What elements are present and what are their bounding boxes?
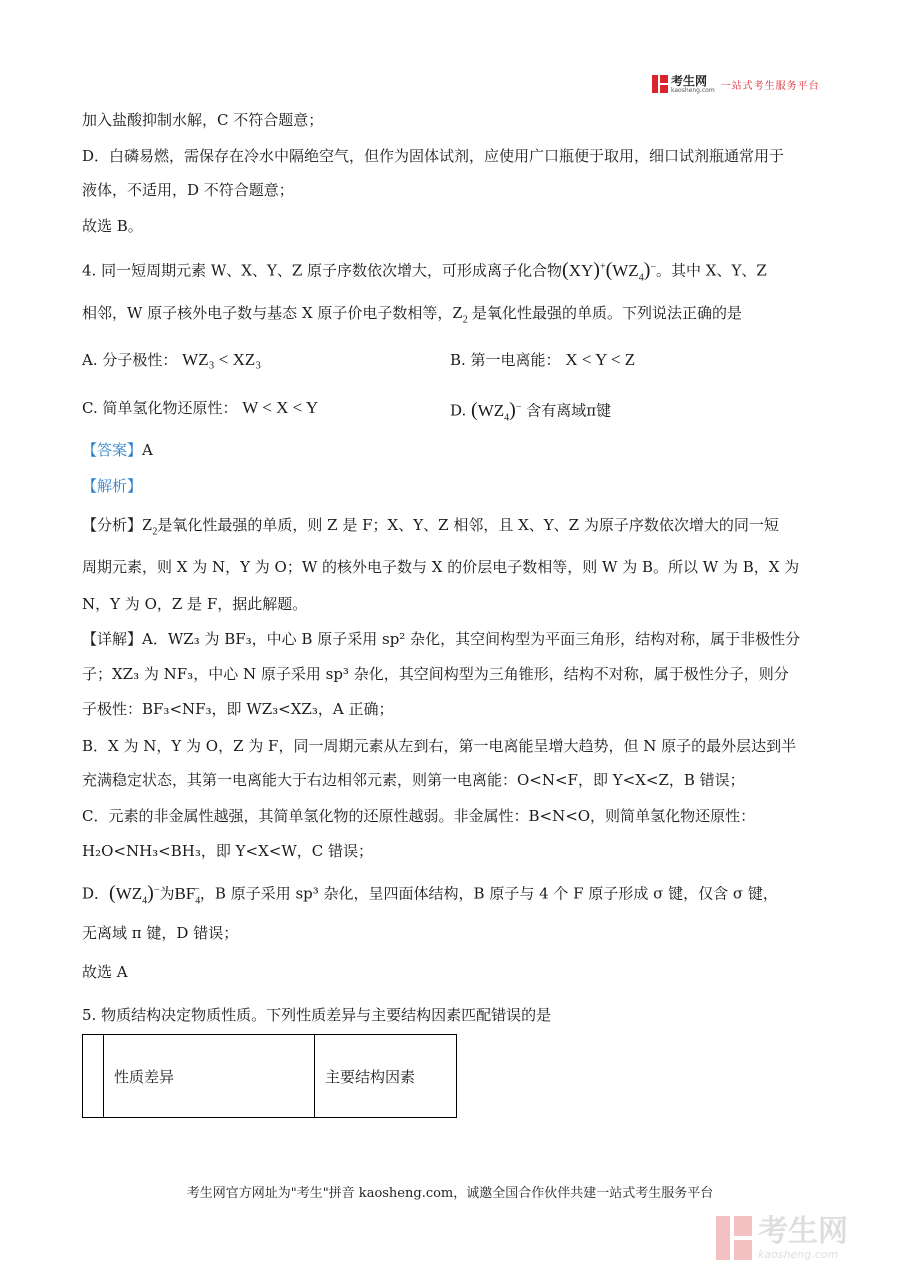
q4-option-a-label: A. 分子极性： bbox=[82, 351, 178, 369]
q4-stem-line2: 相邻，W 原子核外电子数与基态 X 原子价电子数相等，$Z_2$ 是氧化性最强的单质。下列说法正确的是 bbox=[82, 303, 743, 326]
q4-option-b-formula: X < Y < Z bbox=[565, 350, 636, 369]
watermark bbox=[716, 1210, 886, 1266]
q5-stem: 5. 物质结构决定物质性质。下列性质差异与主要结构因素匹配错误的是 bbox=[82, 1006, 552, 1024]
watermark-url: kaosheng.com bbox=[758, 1247, 839, 1261]
q4-option-c-formula: W < X < Y bbox=[242, 398, 319, 417]
q4-option-d-text: 含有离域π键 bbox=[526, 401, 612, 420]
logo-url: kaosheng.com bbox=[671, 86, 715, 94]
logo-slogan: 一站式考生服务平台 bbox=[720, 80, 820, 92]
q4-option-d: D. $(WZ_4)^-$ 含有离域π键 bbox=[450, 398, 612, 424]
c-explain-line2: H₂O<NH₃<BH₃，即 Y<X<W，C 错误； bbox=[82, 842, 374, 860]
analysis-tag: 【解析】 bbox=[82, 477, 143, 495]
b-explain-line1: B．X 为 N，Y 为 O，Z 为 F，同一周期元素从左到右，第一电离能呈增大趋势，但 N 原子的最外层达到半 bbox=[82, 737, 797, 755]
logo-text bbox=[671, 75, 715, 94]
xiangjie-line1: 【详解】A．WZ₃ 为 BF₃，中心 B 原子采用 sp² 杂化，其空间构型为平面三角形，结构对称，属于非极性分 bbox=[82, 630, 801, 648]
page-footer: 考生网官方网址为"考生"拼音 kaosheng.com，诚邀全国合作伙伴共建一站式考生服务平台 bbox=[186, 1186, 714, 1201]
q4-option-b bbox=[450, 350, 635, 370]
table-header-property: 性质差异 bbox=[104, 1035, 315, 1118]
q4-ion2: WZ bbox=[612, 260, 639, 280]
fenxi-line2: 周期元素，则 X 为 N，Y 为 O；W 的核外电子数与 X 的价层电子数相等，则 W 为 B。所以 W 为 B，X 为 bbox=[82, 558, 800, 576]
d-explain-line2: 无离域 π 键，D 错误； bbox=[82, 924, 239, 942]
table-row bbox=[83, 1035, 457, 1118]
fenxi-line1-text: 是氧化性最强的单质，则 Z 是 F；X、Y、Z 相邻，且 X、Y、Z 为原子序数依次增大的同一短 bbox=[157, 516, 779, 534]
prev-choose: 故选 B。 bbox=[82, 217, 143, 235]
q4-answer bbox=[82, 440, 153, 460]
table-cell-empty bbox=[83, 1035, 104, 1118]
q4-option-c-label: C. 简单氢化物还原性： bbox=[82, 399, 238, 417]
d-explain-wei: 为 bbox=[159, 884, 175, 903]
q4-ion1: XY bbox=[568, 260, 594, 280]
q4-stem-b: 。其中 X、Y、Z bbox=[656, 261, 767, 280]
xiangjie-line3: 子极性：BF₃<NF₃，即 WZ₃<XZ₃，A 正确； bbox=[82, 700, 394, 718]
d-explain-line1: D．$(WZ_4)^-$为$BF_4^-$，B 原子采用 sp³ 杂化，呈四面体结构，B 原子与 4 个 F 原子形成 σ 键，仅含 σ 键， bbox=[82, 881, 778, 907]
table-header-structure: 主要结构因素 bbox=[315, 1035, 457, 1118]
q4-stem-a: 4. 同一短周期元素 W、X、Y、Z 原子序数依次增大，可形成离子化合物 bbox=[82, 261, 563, 280]
q4-option-d-label: D. bbox=[450, 401, 467, 420]
fenxi-line3: N，Y 为 O，Z 是 F，据此解题。 bbox=[82, 595, 308, 613]
kaosheng-logo-icon bbox=[652, 75, 668, 93]
header-logo bbox=[652, 72, 820, 96]
logo-name: 考生网 bbox=[671, 73, 708, 88]
q4-option-b-label: B. 第一电离能： bbox=[450, 351, 561, 369]
d-explain-label: D． bbox=[82, 884, 110, 903]
prev-c-line: 加入盐酸抑制水解，C 不符合题意； bbox=[82, 111, 324, 129]
q4-stem-line1: 4. 同一短周期元素 W、X、Y、Z 原子序数依次增大，可形成离子化合物$(XY)^+(WZ_4)^-$。其中 X、Y、Z bbox=[82, 258, 767, 284]
d-explain-rest: ，B 原子采用 sp³ 杂化，呈四面体结构，B 原子与 4 个 F 原子形成 σ 键，仅含 σ 键， bbox=[199, 884, 778, 903]
q4-option-a bbox=[82, 350, 261, 370]
watermark-logo-icon bbox=[716, 1216, 752, 1260]
q4-choose: 故选 A bbox=[82, 963, 128, 981]
q4-option-c bbox=[82, 398, 318, 418]
q4-stem-line2-b: 是氧化性最强的单质。下列说法正确的是 bbox=[472, 304, 743, 322]
answer-value: A bbox=[142, 441, 153, 459]
answer-tag: 【答案】 bbox=[82, 441, 143, 459]
prev-d-line2: 液体，不适用，D 不符合题意； bbox=[82, 181, 294, 199]
q4-stem-line2-a: 相邻，W 原子核外电子数与基态 X 原子价电子数相等， bbox=[82, 304, 453, 322]
xiangjie-line2: 子；XZ₃ 为 NF₃，中心 N 原子采用 sp³ 杂化，其空间构型为三角锥形，结构不对称，属于极性分子，则分 bbox=[82, 665, 789, 683]
q4-option-a-formula: WZ₃ < XZ₃ bbox=[182, 350, 262, 369]
c-explain-line1: C．元素的非金属性越强，其简单氢化物的还原性越弱。非金属性：B<N<O，则简单氢化物还原性： bbox=[82, 807, 756, 825]
fenxi-tag: 【分析】 bbox=[82, 516, 143, 534]
prev-d-line1: D．白磷易燃，需保存在冷水中隔绝空气，但作为固体试剂，应使用广口瓶便于取用，细口试剂瓶通常用于 bbox=[82, 147, 785, 165]
watermark-name: 考生网 bbox=[758, 1213, 848, 1249]
fenxi-line1: 【分析】$Z_2$是氧化性最强的单质，则 Z 是 F；X、Y、Z 相邻，且 X、Y、Z 为原子序数依次增大的同一短 bbox=[82, 515, 779, 538]
b-explain-line2: 充满稳定状态，其第一电离能大于右边相邻元素，则第一电离能：O<N<F，即 Y<X<Z，B 错误； bbox=[82, 771, 745, 789]
q5-table bbox=[82, 1034, 457, 1118]
